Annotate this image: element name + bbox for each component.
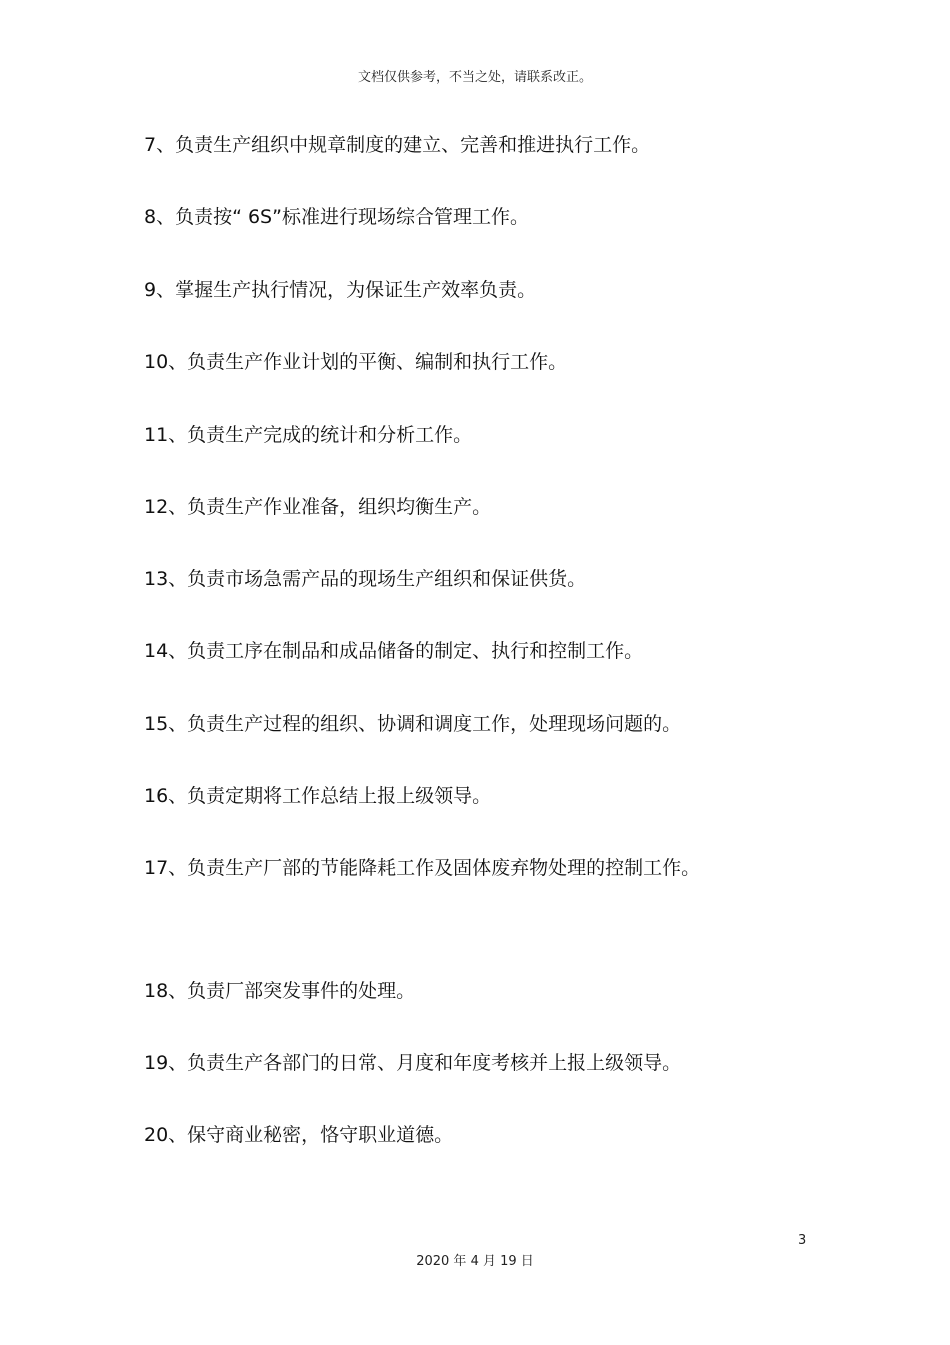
list-item: 15、负责生产过程的组织、协调和调度工作，处理现场问题的。 [144, 713, 682, 735]
list-item: 10、负责生产作业计划的平衡、编制和执行工作。 [144, 351, 568, 373]
list-item: 7、负责生产组织中规章制度的建立、完善和推进执行工作。 [144, 134, 651, 156]
list-item: 18、负责厂部突发事件的处理。 [144, 980, 416, 1002]
list-item: 20、保守商业秘密，恪守职业道德。 [144, 1124, 454, 1146]
list-item: 13、负责市场急需产品的现场生产组织和保证供货。 [144, 568, 587, 590]
list-item: 14、负责工序在制品和成品储备的制定、执行和控制工作。 [144, 640, 644, 662]
footer-date: 2020 年 4 月 19 日 [416, 1254, 534, 1269]
header-disclaimer: 文档仅供参考，不当之处，请联系改正。 [357, 70, 592, 85]
list-item: 12、负责生产作业准备，组织均衡生产。 [144, 496, 492, 518]
page-number: 3 [798, 1233, 807, 1248]
list-item: 8、负责按“ 6S”标准进行现场综合管理工作。 [144, 206, 529, 228]
list-item: 16、负责定期将工作总结上报上级领导。 [144, 785, 492, 807]
list-item: 17、负责生产厂部的节能降耗工作及固体废弃物处理的控制工作。 [144, 857, 701, 879]
list-item: 11、负责生产完成的统计和分析工作。 [144, 424, 473, 446]
list-item: 9、掌握生产执行情况，为保证生产效率负责。 [144, 279, 537, 301]
list-item: 19、负责生产各部门的日常、月度和年度考核并上报上级领导。 [144, 1052, 682, 1074]
